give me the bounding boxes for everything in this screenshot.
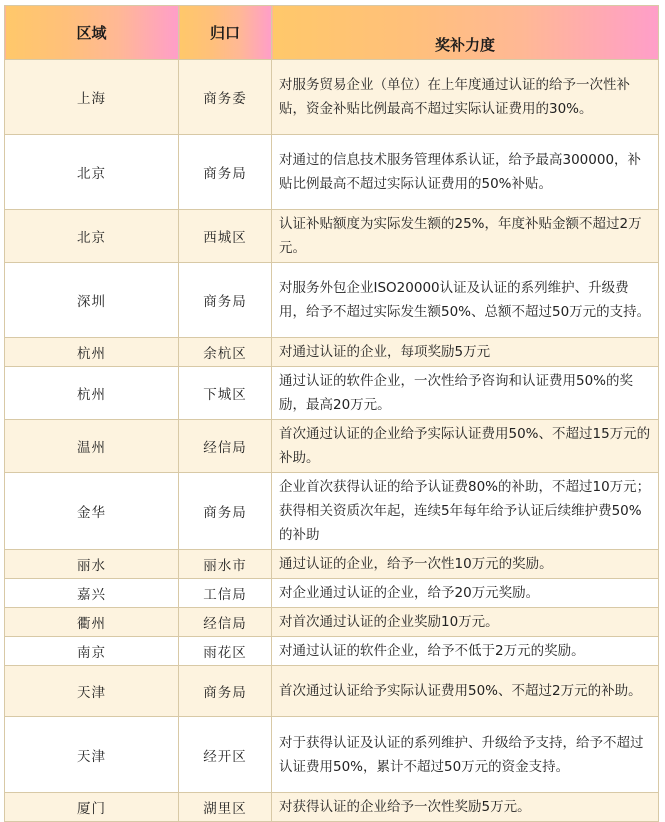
table-row xyxy=(5,666,659,717)
table-row xyxy=(5,135,659,210)
subsidy-table xyxy=(4,5,659,822)
region-cell: 金华 xyxy=(5,473,179,550)
region-cell: 北京 xyxy=(5,135,179,210)
table-row xyxy=(5,717,659,793)
office-cell: 经信局 xyxy=(179,608,272,637)
table-row xyxy=(5,60,659,135)
policy-cell: 企业首次获得认证的给予认证费80%的补助，不超过10万元；获得相关资质次年起，连续5年每年给予认证后续维护费50%的补助 xyxy=(272,473,659,550)
office-cell: 经信局 xyxy=(179,420,272,473)
region-cell: 杭州 xyxy=(5,338,179,367)
region-cell: 南京 xyxy=(5,637,179,666)
table-row xyxy=(5,637,659,666)
office-cell: 下城区 xyxy=(179,367,272,420)
policy-cell: 对获得认证的企业给予一次性奖励5万元。 xyxy=(272,793,659,822)
region-cell: 衢州 xyxy=(5,608,179,637)
region-cell: 天津 xyxy=(5,717,179,793)
office-cell: 商务局 xyxy=(179,473,272,550)
table-row xyxy=(5,550,659,579)
region-cell: 嘉兴 xyxy=(5,579,179,608)
region-cell: 北京 xyxy=(5,210,179,263)
office-cell: 商务局 xyxy=(179,135,272,210)
office-cell: 工信局 xyxy=(179,579,272,608)
policy-cell: 通过认证的软件企业，一次性给予咨询和认证费用50%的奖励，最高20万元。 xyxy=(272,367,659,420)
policy-cell: 通过认证的企业，给予一次性10万元的奖励。 xyxy=(272,550,659,579)
table-header-row xyxy=(5,6,659,60)
policy-cell: 对服务外包企业ISO20000认证及认证的系列维护、升级费用，给予不超过实际发生额50%、总额不超过50万元的支持。 xyxy=(272,263,659,338)
office-cell: 湖里区 xyxy=(179,793,272,822)
office-cell: 雨花区 xyxy=(179,637,272,666)
office-cell: 经开区 xyxy=(179,717,272,793)
policy-cell: 对于获得认证及认证的系列维护、升级给予支持，给予不超过认证费用50%，累计不超过50万元的资金支持。 xyxy=(272,717,659,793)
policy-cell: 首次通过认证的企业给予实际认证费用50%、不超过15万元的补助。 xyxy=(272,420,659,473)
table-row xyxy=(5,210,659,263)
office-cell: 商务委 xyxy=(179,60,272,135)
table-row xyxy=(5,473,659,550)
policy-cell: 对通过的信息技术服务管理体系认证，给予最高300000，补贴比例最高不超过实际认证费用的50%补贴。 xyxy=(272,135,659,210)
region-cell: 温州 xyxy=(5,420,179,473)
header-office: 归口 xyxy=(179,6,272,60)
policy-cell: 对通过认证的企业，每项奖励5万元 xyxy=(272,338,659,367)
region-cell: 杭州 xyxy=(5,367,179,420)
table-row xyxy=(5,420,659,473)
table-row xyxy=(5,793,659,822)
policy-cell: 对服务贸易企业（单位）在上年度通过认证的给予一次性补贴，资金补贴比例最高不超过实际认证费用的30%。 xyxy=(272,60,659,135)
office-cell: 商务局 xyxy=(179,263,272,338)
table-row xyxy=(5,367,659,420)
policy-cell: 认证补贴额度为实际发生额的25%，年度补贴金额不超过2万元。 xyxy=(272,210,659,263)
office-cell: 余杭区 xyxy=(179,338,272,367)
office-cell: 丽水市 xyxy=(179,550,272,579)
header-policy: 奖补力度 xyxy=(272,6,659,60)
region-cell: 深圳 xyxy=(5,263,179,338)
region-cell: 厦门 xyxy=(5,793,179,822)
table-row xyxy=(5,579,659,608)
table-row xyxy=(5,338,659,367)
region-cell: 上海 xyxy=(5,60,179,135)
region-cell: 天津 xyxy=(5,666,179,717)
table-row xyxy=(5,263,659,338)
policy-cell: 对企业通过认证的企业，给予20万元奖励。 xyxy=(272,579,659,608)
policy-cell: 对首次通过认证的企业奖励10万元。 xyxy=(272,608,659,637)
header-region: 区域 xyxy=(5,6,179,60)
policy-cell: 对通过认证的软件企业，给予不低于2万元的奖励。 xyxy=(272,637,659,666)
region-cell: 丽水 xyxy=(5,550,179,579)
office-cell: 商务局 xyxy=(179,666,272,717)
policy-cell: 首次通过认证给予实际认证费用50%、不超过2万元的补助。 xyxy=(272,666,659,717)
table-row xyxy=(5,608,659,637)
office-cell: 西城区 xyxy=(179,210,272,263)
